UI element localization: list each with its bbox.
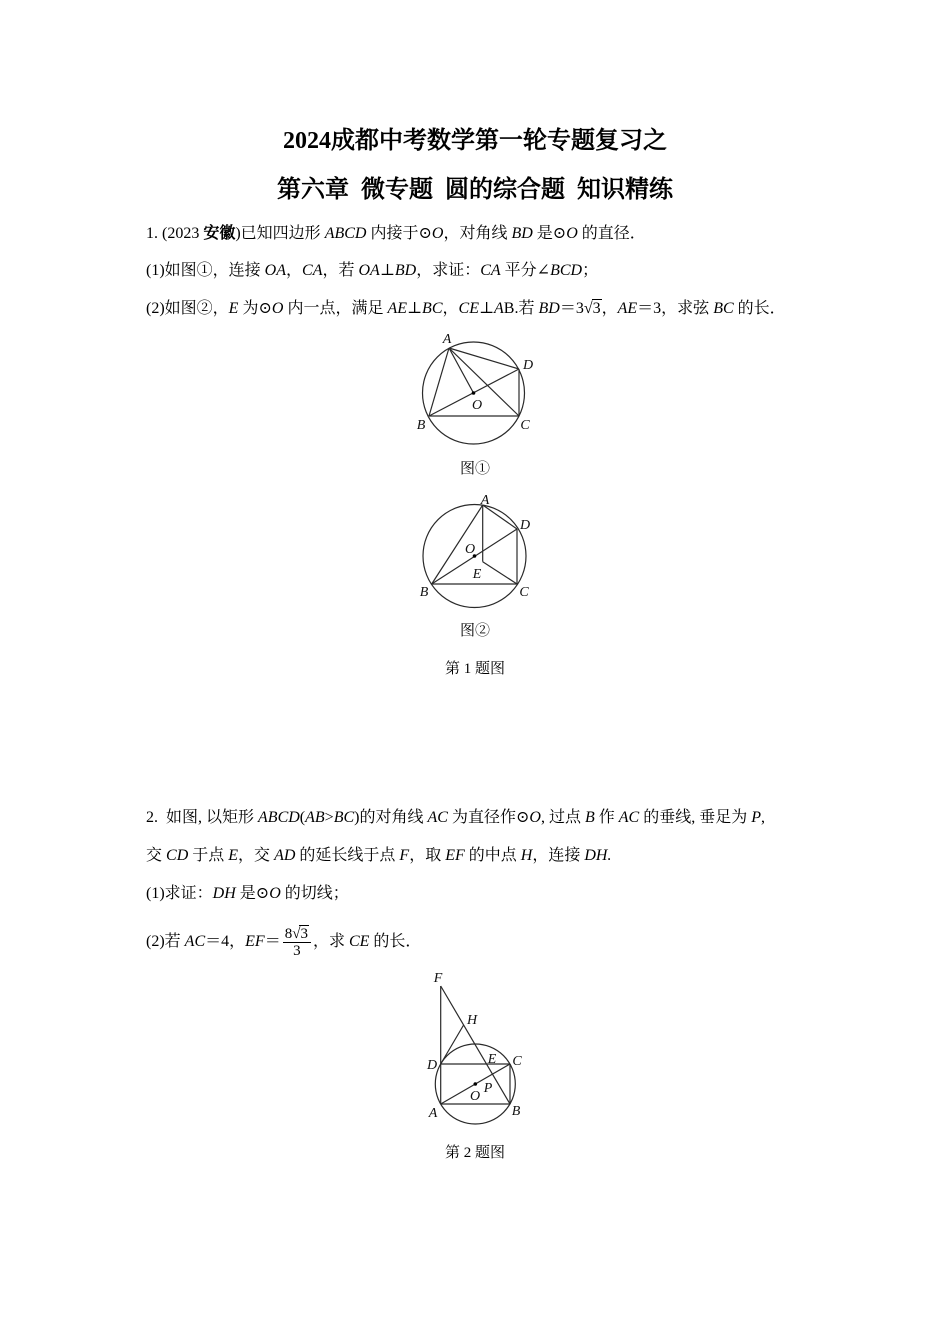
text-run: 为⊙ <box>238 300 272 317</box>
label-p: P <box>483 1081 493 1096</box>
text-run: ＝3 <box>559 300 584 317</box>
text-run: ，求证： <box>416 262 481 279</box>
text-run: ⊥ <box>407 300 423 317</box>
numerator-coefficient: 8 <box>284 926 293 942</box>
text-run: ，取 <box>409 847 446 864</box>
radical-sign: √ <box>292 926 301 942</box>
math-variable: O <box>271 300 284 317</box>
math-variable: AB <box>305 809 325 826</box>
text-run: 的直径． <box>577 225 646 242</box>
text-run: ⊥ <box>379 262 395 279</box>
math-variable: O <box>269 885 281 902</box>
text-run: ， <box>442 300 459 317</box>
math-variable: E <box>228 847 239 864</box>
document-title: 2024成都中考数学第一轮专题复习之 <box>283 128 667 154</box>
text-run: 的垂线, 垂足为 <box>639 809 752 826</box>
text-run: (1)求证： <box>146 885 213 902</box>
math-variable: H <box>520 847 533 864</box>
math-variable: BD <box>511 225 533 242</box>
text-run: ， <box>286 262 303 279</box>
math-variable: CA <box>480 262 501 279</box>
text-run: (2)若 <box>146 933 185 951</box>
label-e: E <box>472 567 482 582</box>
text-run: 是⊙ <box>532 225 567 242</box>
label-b: B <box>419 585 429 600</box>
text-run: B.若 <box>503 300 539 317</box>
figure-1-caption: 图① <box>459 461 490 477</box>
math-variable: BD <box>394 262 417 279</box>
label-d: D <box>426 1058 438 1073</box>
text-run: ＝4， <box>205 933 246 951</box>
label-a: A <box>428 1106 438 1121</box>
math-variable: EF <box>245 933 265 951</box>
radicand: 3 <box>592 300 601 317</box>
math-variable: O <box>529 809 541 826</box>
text-run: 内接于⊙ <box>366 225 432 242</box>
label-d: D <box>522 358 534 373</box>
bold-text: 安徽 <box>203 225 236 242</box>
math-variable: ABCD <box>324 225 367 242</box>
label-f: F <box>433 971 443 986</box>
math-variable: AD <box>274 847 296 864</box>
math-variable: BCD <box>550 262 583 279</box>
q1-part2 <box>146 299 786 319</box>
text-run: > <box>324 809 334 826</box>
q1-part1 <box>146 261 598 281</box>
q2-stem-line1 <box>146 808 765 828</box>
text-run: , 过点 <box>540 809 585 826</box>
text-run: (2)如图②， <box>146 300 229 317</box>
center-point-o <box>472 391 476 395</box>
text-run: ，交 <box>238 847 275 864</box>
text-run: ( <box>299 809 306 826</box>
label-o: O <box>464 542 476 557</box>
label-o: O <box>471 398 483 413</box>
math-variable: B <box>584 809 595 826</box>
chapter-subtitle: 第六章 微专题 圆的综合题 知识精练 <box>277 177 673 203</box>
text-run: 作 <box>594 809 619 826</box>
q2-figure-caption: 第 2 题图 <box>444 1145 505 1161</box>
math-variable: BC <box>333 809 355 826</box>
text-run: ＝3，求弦 <box>637 300 714 317</box>
label-a: A <box>480 493 490 508</box>
math-variable: CE <box>458 300 479 317</box>
text-run: ⊥ <box>478 300 495 317</box>
label-h: H <box>466 1013 478 1028</box>
text-run: ，对角线 <box>443 225 512 242</box>
text-run: 的长． <box>733 300 786 317</box>
label-b: B <box>511 1104 521 1119</box>
text-run: 的长． <box>369 933 422 951</box>
text-run: ， <box>601 300 618 317</box>
q1-figure-caption: 第 1 题图 <box>444 661 505 677</box>
text-run: ； <box>582 262 599 279</box>
fraction <box>283 926 311 959</box>
math-variable: CD <box>166 847 189 864</box>
math-variable: AC <box>618 809 640 826</box>
text-run: 为直径作⊙ <box>447 809 530 826</box>
label-o: O <box>469 1089 481 1104</box>
text-run: 2. 如图, 以矩形 <box>146 809 259 826</box>
segment-ab <box>429 348 449 416</box>
math-variable: AC <box>184 933 206 951</box>
fraction-numerator <box>283 926 311 943</box>
radicand: 3 <box>300 926 308 942</box>
math-variable: O <box>566 225 578 242</box>
segment-fb <box>441 986 510 1104</box>
math-variable: O <box>431 225 444 242</box>
math-variable: CA <box>302 262 323 279</box>
math-variable: BC <box>422 300 443 317</box>
text-run: 交 <box>146 847 167 864</box>
math-variable: AE <box>617 300 638 317</box>
text-run: 的切线； <box>280 885 349 902</box>
math-variable: E <box>228 300 239 317</box>
segment-dh <box>441 1025 464 1064</box>
segment-ec <box>483 562 517 584</box>
math-variable: AC <box>427 809 448 826</box>
label-e: E <box>487 1052 497 1067</box>
q1-figure-1 <box>400 325 550 455</box>
text-run: 内一点，满足 <box>283 300 388 317</box>
sqrt-expression <box>584 300 602 317</box>
text-run: 1. (2023 <box>146 225 204 242</box>
math-variable: EF <box>445 847 465 864</box>
text-run: 于点 <box>188 847 229 864</box>
q2-part1 <box>146 884 349 904</box>
center-point-o <box>474 1082 478 1086</box>
text-run: , <box>761 809 765 826</box>
q1-figure-2 <box>400 485 550 615</box>
radical-sign: √ <box>583 300 593 317</box>
text-run: ，连接 <box>532 847 585 864</box>
text-run: ，求 <box>312 933 349 951</box>
text-run: )的对角线 <box>354 809 428 826</box>
label-c: C <box>520 418 530 433</box>
label-a: A <box>442 332 452 347</box>
text-run: 的中点 <box>464 847 521 864</box>
math-variable: DH <box>212 885 236 902</box>
q2-figure <box>410 960 540 1125</box>
label-d: D <box>519 518 531 533</box>
text-run: 是⊙ <box>235 885 270 902</box>
math-variable: OA <box>264 262 286 279</box>
math-variable: BD <box>538 300 560 317</box>
text-run: )已知四边形 <box>235 225 325 242</box>
sqrt-expression <box>292 926 309 942</box>
math-variable: DH. <box>584 847 612 864</box>
fraction-denominator: 3 <box>293 943 301 959</box>
text-run: (1)如图①，连接 <box>146 262 265 279</box>
text-run: ＝ <box>264 933 281 951</box>
text-run: 平分∠ <box>500 262 551 279</box>
figure-2-caption: 图② <box>459 623 490 639</box>
q1-stem <box>146 224 646 244</box>
math-variable: P <box>751 809 761 826</box>
label-c: C <box>512 1054 522 1069</box>
math-variable: CE <box>348 933 370 951</box>
segment-ad <box>483 505 517 529</box>
math-variable: BC <box>713 300 734 317</box>
math-variable: F <box>399 847 410 864</box>
math-variable: AE <box>387 300 407 317</box>
q2-part2 <box>146 926 421 959</box>
label-b: B <box>416 418 426 433</box>
text-run: 的延长线于点 <box>295 847 400 864</box>
math-variable: OA <box>358 262 380 279</box>
q2-stem-line2 <box>146 846 611 866</box>
text-run: ，若 <box>322 262 359 279</box>
math-variable: A <box>494 300 504 317</box>
math-variable: ABCD <box>258 809 300 826</box>
label-c: C <box>519 585 529 600</box>
